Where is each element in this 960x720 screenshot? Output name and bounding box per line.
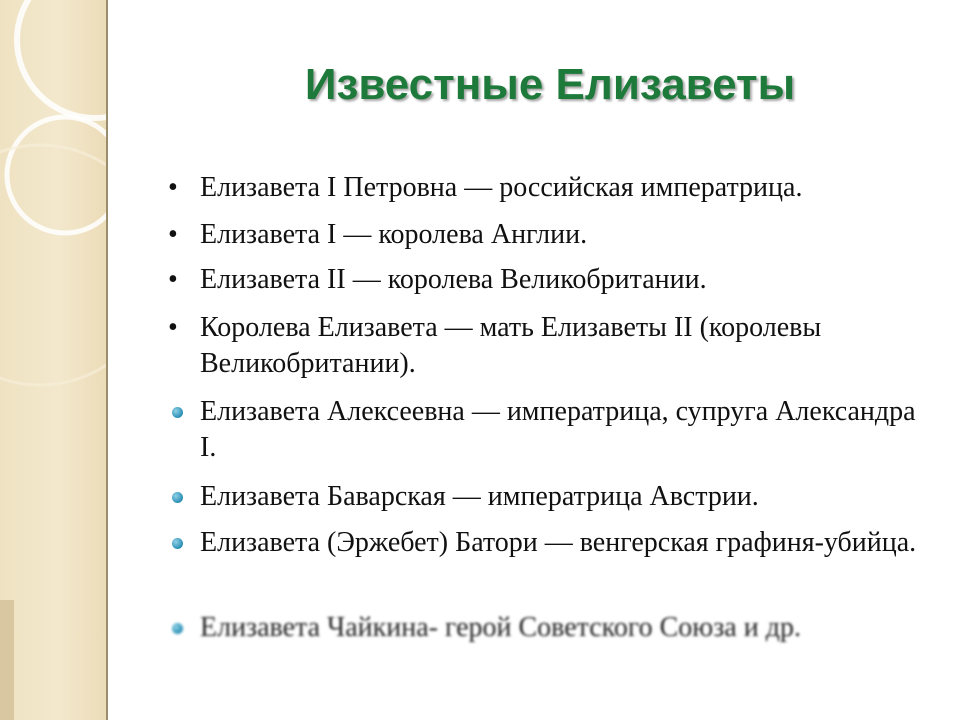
list-item-text: Елизавета I Петровна — российская императрица. xyxy=(200,172,803,203)
bullet-dot-icon xyxy=(172,623,183,634)
sidebar-circles-decoration xyxy=(0,0,106,720)
list-item-text: Елизавета Чайкина- герой Советского Союза и др. xyxy=(200,612,801,643)
bullet-marker: • xyxy=(168,264,178,295)
list-item xyxy=(168,479,928,515)
list-item-text: Елизавета I — королева Англии. xyxy=(200,219,588,250)
list-item-text: Елизавета Баварская — императрица Австрии. xyxy=(200,481,759,512)
list-item-text: Елизавета Алексеевна — императрица, супруга Александра I. xyxy=(200,396,916,463)
list-item xyxy=(168,525,928,561)
list-item-text: Елизавета II — королева Великобритании. xyxy=(200,264,707,295)
bullet-dot-icon xyxy=(172,492,183,503)
list-item-text: Королева Елизавета — мать Елизаветы II (королевы Великобритании). xyxy=(200,312,822,379)
list-item xyxy=(168,310,928,382)
slide-title: Известные Елизаветы xyxy=(304,60,796,109)
sidebar-stripe xyxy=(0,600,14,720)
list-item xyxy=(168,170,928,206)
bullet-marker: • xyxy=(168,312,178,343)
list-item xyxy=(168,394,928,466)
list-item xyxy=(168,262,928,298)
bullet-dot-icon xyxy=(172,538,183,549)
bullet-marker: • xyxy=(168,172,178,203)
list-item xyxy=(168,217,928,253)
decorative-sidebar xyxy=(0,0,108,720)
bullet-marker: • xyxy=(168,219,178,250)
list-item xyxy=(168,610,928,646)
bullet-dot-icon xyxy=(172,407,183,418)
list-item-text: Елизавета (Эржебет) Батори — венгерская графиня-убийца. xyxy=(200,527,917,558)
